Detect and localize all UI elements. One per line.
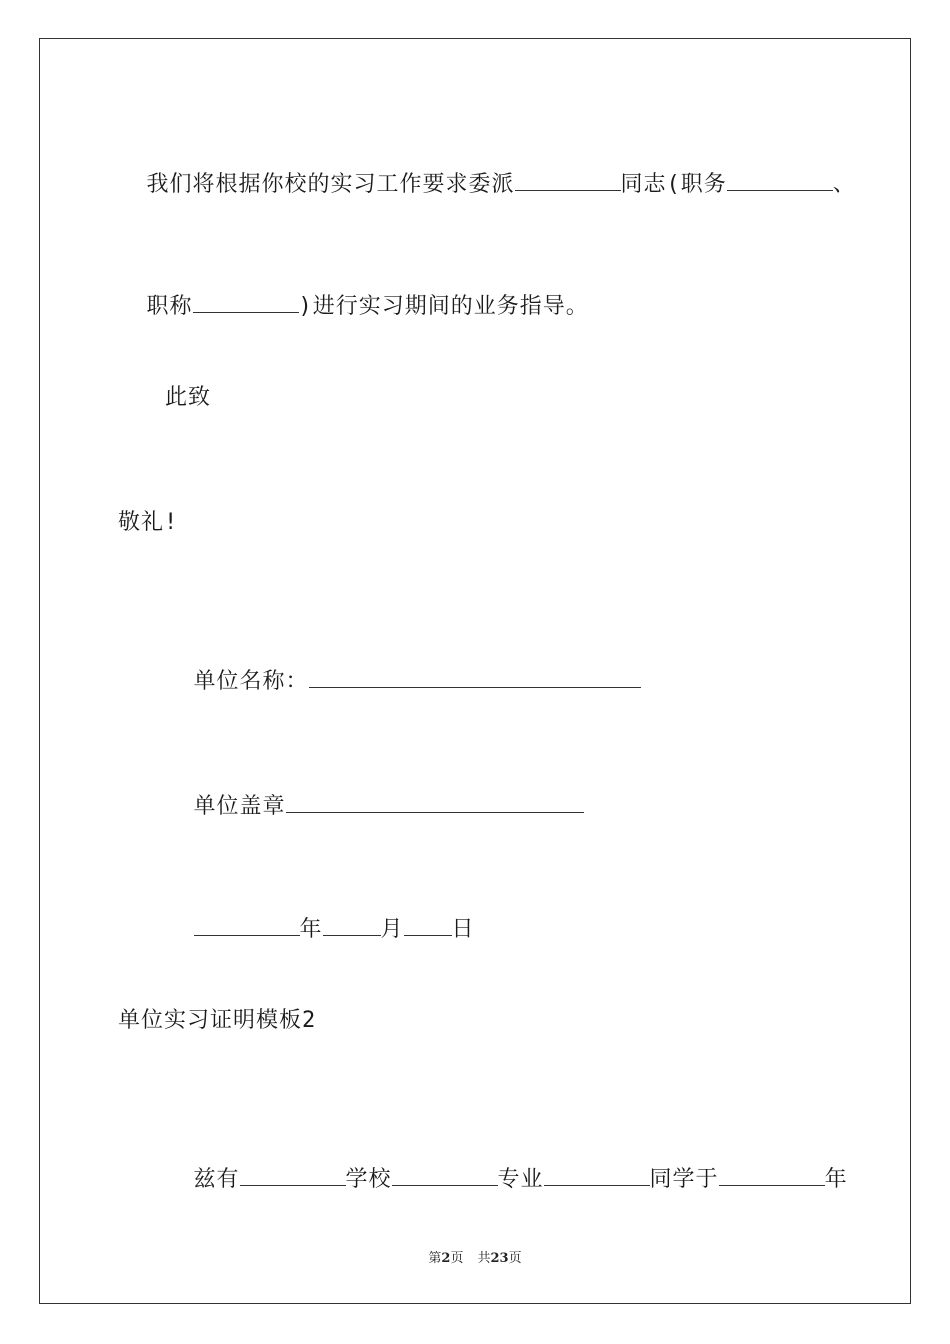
fill-blank[interactable] [515, 166, 621, 191]
total-prefix: 共 [477, 1251, 491, 1266]
text-segment: 学校 [345, 1167, 392, 1192]
closing: 敬礼! [118, 510, 179, 535]
date-row [165, 881, 475, 945]
salutation: 此致 [165, 385, 212, 410]
section-title: 单位实习证明模板2 [118, 1008, 317, 1033]
text-segment: 、 [832, 172, 856, 197]
text-segment: 我们将根据你校的实习工作要求委派 [146, 172, 515, 197]
text-segment: 年 [824, 1167, 848, 1192]
day-label: 日 [451, 917, 475, 942]
paragraph-1-line-1 [118, 136, 856, 200]
page-prefix: 第 [428, 1251, 442, 1266]
paragraph-1-line-2 [118, 258, 589, 322]
text-segment: 专业 [497, 1167, 544, 1192]
fill-blank[interactable] [544, 1161, 650, 1186]
month-label: 月 [380, 917, 404, 942]
fill-blank[interactable] [719, 1161, 825, 1186]
total-pages: 23 [490, 1251, 509, 1266]
unit-seal-blank[interactable] [286, 788, 584, 813]
fill-blank[interactable] [240, 1161, 346, 1186]
text-segment: 职称 [146, 294, 193, 319]
fill-blank[interactable] [727, 166, 833, 191]
text-segment: 兹有 [193, 1167, 240, 1192]
fill-blank[interactable] [193, 288, 299, 313]
unit-name-label: 单位名称： [193, 669, 309, 694]
fill-blank[interactable] [392, 1161, 498, 1186]
text-segment: 同志(职务 [620, 172, 727, 197]
paragraph-2-line-1 [165, 1131, 848, 1195]
page-number: 2 [441, 1251, 451, 1266]
year-blank[interactable] [194, 911, 300, 936]
text-segment: )进行实习期间的业务指导。 [298, 294, 589, 319]
page-footer [0, 1247, 950, 1266]
unit-name-blank[interactable] [309, 663, 641, 688]
page-suffix: 页 [450, 1251, 464, 1266]
year-label: 年 [299, 917, 323, 942]
unit-seal-row [165, 758, 584, 822]
total-suffix: 页 [508, 1251, 522, 1266]
day-blank[interactable] [404, 911, 452, 936]
unit-seal-label: 单位盖章 [193, 794, 286, 819]
text-segment: 同学于 [649, 1167, 719, 1192]
month-blank[interactable] [323, 911, 381, 936]
unit-name-row [165, 633, 641, 697]
